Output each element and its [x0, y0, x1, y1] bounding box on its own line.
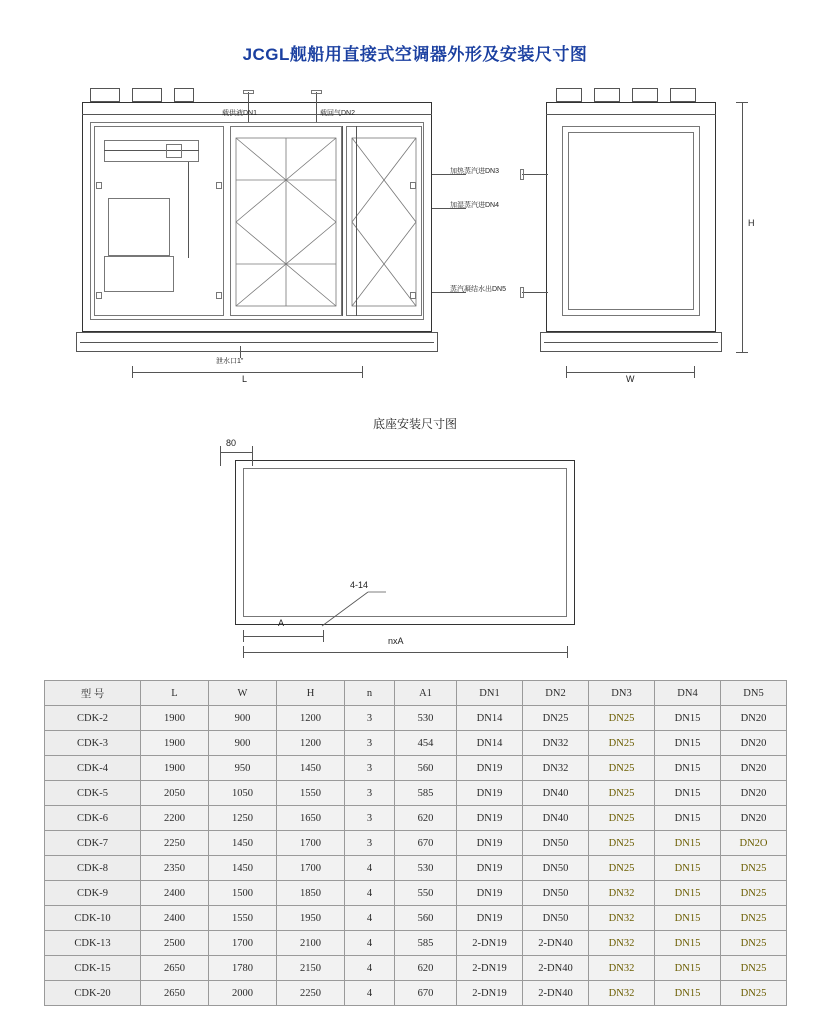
cell-value: 4	[345, 956, 395, 981]
table-row	[45, 781, 787, 806]
pipe-dn1-flange	[243, 90, 254, 94]
hinge-3	[216, 182, 222, 189]
base-plan-drawing	[200, 440, 620, 655]
cell-value: 4	[345, 931, 395, 956]
pipe-dn2	[316, 92, 317, 122]
label-supply-liquid: 载供液DN1	[222, 110, 258, 117]
cell-value: 1950	[277, 906, 345, 931]
cell-value: 2200	[141, 806, 209, 831]
cell-model: CDK-13	[45, 931, 141, 956]
cell-value: DN15	[655, 881, 721, 906]
table-header-row	[45, 681, 787, 706]
cell-value: 620	[395, 956, 457, 981]
cell-value: DN25	[589, 831, 655, 856]
side-top-box-2	[594, 88, 620, 102]
assembly-drawing	[70, 78, 770, 408]
table-row	[45, 756, 787, 781]
cell-value: 1200	[277, 706, 345, 731]
cell-value: 1700	[277, 856, 345, 881]
cell-value: 1550	[277, 781, 345, 806]
cell-value: 2400	[141, 906, 209, 931]
dim-label-nxA: nxA	[388, 636, 404, 646]
cell-value: 1450	[277, 756, 345, 781]
filter-hatch	[350, 136, 418, 308]
dim-line-nxA	[243, 652, 567, 653]
cell-value: DN50	[523, 831, 589, 856]
fan-duct-line	[104, 150, 199, 151]
cell-value: DN14	[457, 731, 523, 756]
cell-value: 530	[395, 856, 457, 881]
front-base-inner-line	[80, 342, 434, 343]
cell-value: 900	[209, 731, 277, 756]
cell-value: 2650	[141, 981, 209, 1006]
dim-label-A: A	[278, 618, 285, 628]
side-top-box-1	[556, 88, 582, 102]
cell-value: 670	[395, 981, 457, 1006]
label-return-gas: 载回气DN2	[320, 110, 356, 117]
label-heat-steam: 加热蒸汽进DN3	[450, 168, 500, 175]
cell-value: DN32	[589, 981, 655, 1006]
cell-value: DN15	[655, 731, 721, 756]
cell-value: DN19	[457, 756, 523, 781]
cell-value: DN25	[589, 756, 655, 781]
cell-value: DN25	[523, 706, 589, 731]
col-header-dn4: DN4	[655, 681, 721, 706]
cell-value: 1650	[277, 806, 345, 831]
table-row	[45, 906, 787, 931]
dim-tick-W-left	[566, 366, 567, 378]
cell-value: DN25	[721, 881, 787, 906]
dim-tick-W-right	[694, 366, 695, 378]
table-row	[45, 806, 787, 831]
front-top-box-1	[90, 88, 120, 102]
cell-value: 2250	[141, 831, 209, 856]
cell-value: 1900	[141, 756, 209, 781]
cell-model: CDK-3	[45, 731, 141, 756]
dim-label-H: H	[748, 218, 755, 228]
cell-value: 900	[209, 706, 277, 731]
cell-value: 585	[395, 931, 457, 956]
cell-value: DN15	[655, 806, 721, 831]
cell-value: 2000	[209, 981, 277, 1006]
cell-value: DN20	[721, 756, 787, 781]
front-top-box-2	[132, 88, 162, 102]
cell-value: DN32	[589, 956, 655, 981]
col-header-dn1: DN1	[457, 681, 523, 706]
hole-leader	[320, 588, 390, 628]
cell-value: DN20	[721, 731, 787, 756]
cell-value: DN50	[523, 856, 589, 881]
cell-value: DN25	[721, 931, 787, 956]
dim-label-W: W	[626, 374, 635, 384]
dim-tick-H-top	[736, 102, 748, 103]
dim-tick-A-left	[243, 630, 244, 642]
cell-value: 2050	[141, 781, 209, 806]
cell-model: CDK-8	[45, 856, 141, 881]
table-row	[45, 831, 787, 856]
fan-top-duct	[104, 140, 199, 162]
divider-line-2	[356, 126, 357, 316]
cell-value: 585	[395, 781, 457, 806]
cell-model: CDK-15	[45, 956, 141, 981]
cell-value: 1900	[141, 731, 209, 756]
table-row	[45, 956, 787, 981]
cell-value: DN25	[589, 781, 655, 806]
pipe-dn2-flange	[311, 90, 322, 94]
dim-tick-A-right	[323, 630, 324, 642]
cell-model: CDK-6	[45, 806, 141, 831]
cell-value: 2350	[141, 856, 209, 881]
fan-housing	[108, 198, 170, 256]
cell-value: DN25	[721, 856, 787, 881]
cell-value: 2-DN40	[523, 931, 589, 956]
dim-tick-L-left	[132, 366, 133, 378]
cell-value: 1700	[277, 831, 345, 856]
cell-value: 560	[395, 756, 457, 781]
cell-value: DN15	[655, 956, 721, 981]
table-row	[45, 706, 787, 731]
cell-value: DN19	[457, 781, 523, 806]
dim-tick-nxA-left	[243, 646, 244, 658]
cell-value: 620	[395, 806, 457, 831]
col-header-dn3: DN3	[589, 681, 655, 706]
label-drain: 泄水口1"	[216, 358, 244, 365]
cell-value: DN15	[655, 906, 721, 931]
fan-base	[104, 256, 174, 292]
cell-value: DN15	[655, 831, 721, 856]
cell-value: 1700	[209, 931, 277, 956]
label-condensate-out: 蒸汽凝结水出DN5	[450, 286, 507, 293]
table-row	[45, 856, 787, 881]
cell-value: 670	[395, 831, 457, 856]
cell-value: DN20	[721, 781, 787, 806]
cell-value: 1780	[209, 956, 277, 981]
cell-value: DN19	[457, 856, 523, 881]
cell-value: 454	[395, 731, 457, 756]
col-header-dn5: DN5	[721, 681, 787, 706]
dim-label-L: L	[242, 374, 248, 384]
cell-value: DN2O	[721, 831, 787, 856]
side-pipe-dn5-flange	[520, 287, 524, 298]
cell-value: DN32	[589, 881, 655, 906]
offset-dim-line	[220, 452, 252, 453]
cell-value: 550	[395, 881, 457, 906]
cell-value: 1050	[209, 781, 277, 806]
cell-value: DN25	[721, 956, 787, 981]
col-header-h: H	[277, 681, 345, 706]
cell-model: CDK-9	[45, 881, 141, 906]
cell-value: 2500	[141, 931, 209, 956]
cell-value: 3	[345, 706, 395, 731]
cell-value: DN15	[655, 706, 721, 731]
cell-value: DN40	[523, 806, 589, 831]
hinge-1	[96, 182, 102, 189]
cell-value: 2-DN19	[457, 956, 523, 981]
cell-value: DN40	[523, 781, 589, 806]
cell-value: DN20	[721, 806, 787, 831]
page-title: JCGL舰船用直接式空调器外形及安装尺寸图	[242, 45, 588, 64]
cell-model: CDK-20	[45, 981, 141, 1006]
cell-model: CDK-10	[45, 906, 141, 931]
cell-value: 2150	[277, 956, 345, 981]
cell-value: DN25	[721, 906, 787, 931]
dim-tick-H-bottom	[736, 352, 748, 353]
side-top-box-3	[632, 88, 658, 102]
dim-line-A	[243, 636, 323, 637]
cell-value: 3	[345, 806, 395, 831]
side-pipe-dn3-flange	[520, 169, 524, 180]
hinge-6	[410, 292, 416, 299]
dim-line-W	[566, 372, 694, 373]
cell-value: 2-DN19	[457, 981, 523, 1006]
side-roof-line	[546, 114, 716, 115]
plan-title: 底座安装尺寸图	[372, 417, 457, 431]
col-header-n: n	[345, 681, 395, 706]
cell-value: DN20	[721, 706, 787, 731]
offset-ext-right	[252, 446, 253, 466]
cell-value: DN25	[589, 706, 655, 731]
cell-value: DN15	[655, 781, 721, 806]
cell-value: 1900	[141, 706, 209, 731]
cell-value: DN15	[655, 856, 721, 881]
hinge-2	[96, 292, 102, 299]
cell-value: 2100	[277, 931, 345, 956]
cell-value: 1250	[209, 806, 277, 831]
cell-value: DN14	[457, 706, 523, 731]
cell-value: DN32	[589, 931, 655, 956]
hinge-5	[410, 182, 416, 189]
cell-value: DN25	[589, 731, 655, 756]
side-base-inner-line	[544, 342, 718, 343]
table-row	[45, 981, 787, 1006]
base-inner-rect	[243, 468, 567, 617]
col-header-a1: A1	[395, 681, 457, 706]
cell-value: DN25	[721, 981, 787, 1006]
cell-value: DN19	[457, 906, 523, 931]
hinge-4	[216, 292, 222, 299]
cell-model: CDK-7	[45, 831, 141, 856]
hole-label: 4-14	[350, 580, 369, 590]
cell-value: DN19	[457, 831, 523, 856]
cell-value: 2650	[141, 956, 209, 981]
divider-line-1	[342, 126, 343, 316]
cell-value: 1550	[209, 906, 277, 931]
side-panel-inner	[568, 132, 694, 310]
cell-value: 1850	[277, 881, 345, 906]
cell-value: 1450	[209, 831, 277, 856]
cell-value: DN32	[523, 756, 589, 781]
cell-value: DN32	[589, 906, 655, 931]
cell-value: 4	[345, 881, 395, 906]
offset-label: 80	[226, 438, 237, 448]
offset-ext-left	[220, 446, 221, 466]
cell-value: 1500	[209, 881, 277, 906]
cell-value: 2-DN40	[523, 981, 589, 1006]
cell-value: 3	[345, 781, 395, 806]
cell-value: DN19	[457, 806, 523, 831]
cell-value: 2-DN19	[457, 931, 523, 956]
cell-model: CDK-2	[45, 706, 141, 731]
col-header-dn2: DN2	[523, 681, 589, 706]
cell-value: DN50	[523, 906, 589, 931]
cell-value: 1200	[277, 731, 345, 756]
side-pipe-dn5	[522, 292, 548, 293]
fan-shaft	[188, 162, 189, 258]
col-header-l: L	[141, 681, 209, 706]
dim-line-L	[132, 372, 362, 373]
side-pipe-dn3	[522, 174, 548, 175]
cell-value: DN25	[589, 856, 655, 881]
side-top-box-4	[670, 88, 696, 102]
cell-value: 4	[345, 906, 395, 931]
col-header-model: 型 号	[45, 681, 141, 706]
dim-tick-nxA-right	[567, 646, 568, 658]
cell-value: 950	[209, 756, 277, 781]
cell-model: CDK-5	[45, 781, 141, 806]
cell-value: DN50	[523, 881, 589, 906]
cell-value: DN32	[523, 731, 589, 756]
label-humid-steam: 加湿蒸汽进DN4	[450, 202, 500, 209]
cell-value: 560	[395, 906, 457, 931]
cell-value: DN15	[655, 931, 721, 956]
cell-value: 3	[345, 756, 395, 781]
cell-value: 4	[345, 981, 395, 1006]
cell-value: 2400	[141, 881, 209, 906]
cell-value: 3	[345, 831, 395, 856]
cell-value: 2250	[277, 981, 345, 1006]
motor-block	[166, 144, 182, 158]
table-row	[45, 881, 787, 906]
cell-model: CDK-4	[45, 756, 141, 781]
cell-value: 1450	[209, 856, 277, 881]
dim-line-H	[742, 102, 743, 352]
cell-value: DN19	[457, 881, 523, 906]
table-body	[45, 706, 787, 1006]
front-top-box-3	[174, 88, 194, 102]
cell-value: 3	[345, 731, 395, 756]
cell-value: DN25	[589, 806, 655, 831]
table-row	[45, 731, 787, 756]
cell-value: 530	[395, 706, 457, 731]
coil-cross-hatch	[234, 136, 338, 308]
cell-value: 4	[345, 856, 395, 881]
table-row	[45, 931, 787, 956]
cell-value: DN15	[655, 756, 721, 781]
col-header-w: W	[209, 681, 277, 706]
cell-value: 2-DN40	[523, 956, 589, 981]
specification-table	[44, 680, 786, 1006]
dim-tick-L-right	[362, 366, 363, 378]
cell-value: DN15	[655, 981, 721, 1006]
